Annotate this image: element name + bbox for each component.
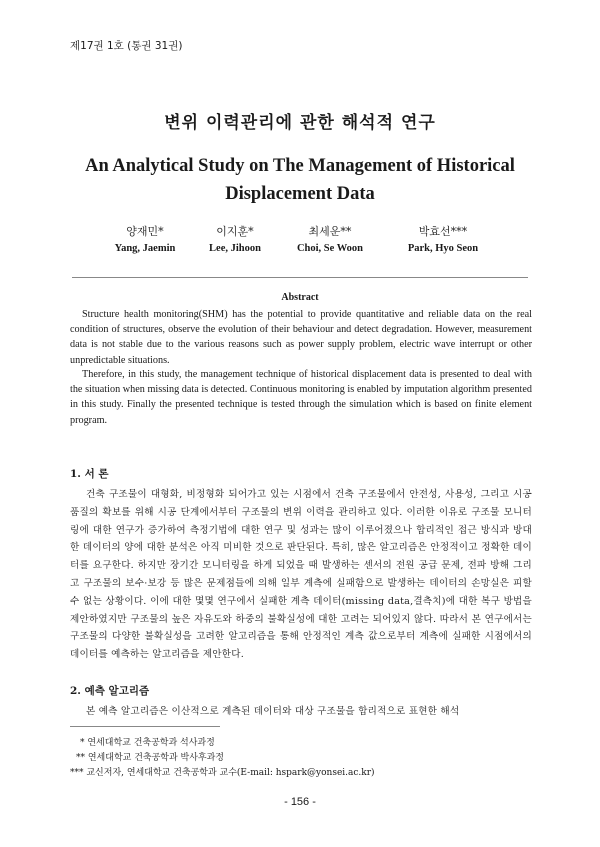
footnote-2: ** 연세대학교 건축공학과 박사후과정 — [76, 753, 224, 763]
author-name-ko: 최세운** — [308, 225, 352, 238]
header-divider — [72, 277, 528, 278]
author-name-en: Yang, Jaemin — [114, 243, 176, 254]
footnote-3: *** 교신저자, 연세대학교 건축공학과 교수(E-mail: hspark@yonsei.ac.kr) — [70, 768, 375, 778]
section-2-body: 본 예측 알고리즘은 이산적으로 계측된 데이터와 대상 구조물을 합리적으로 표현한 해석 — [86, 706, 460, 717]
page-number: - 156 - — [284, 796, 316, 808]
title-korean: 변위 이력관리에 관한 해석적 연구 — [164, 113, 436, 133]
abstract-heading: Abstract — [281, 292, 319, 303]
author-name-ko: 양재민* — [126, 225, 164, 238]
author-3 — [270, 223, 390, 254]
author-name-ko: 박효선*** — [418, 225, 468, 238]
author-name-en: Park, Hyo Seon — [407, 243, 479, 254]
title-english-line1: An Analytical Study on The Management of Historical — [85, 156, 515, 176]
author-4 — [383, 223, 503, 254]
abstract-paragraph-1: Structure health monitoring(SHM) has the potential to provide quantitative and reliable data on the real condition of structures, observe the evolution of their behaviour and detect degradation. However, measurement data is not stable due to the various reasons such as power supply problem, electric wave interrupt or other unpredictable situations. — [70, 309, 532, 366]
abstract-paragraph-2: Therefore, in this study, the management technique of historical displacement data is presented to deal with the situation when missing data is detected. Continuous monitoring is enabled by imputation algorithm presented in this study. Finally the presented technique is tested through the simulation which is based on finite element program. — [70, 369, 532, 426]
author-name-en: Lee, Jihoon — [209, 243, 261, 254]
section-2-heading: 2. 예측 알고리즘 — [70, 685, 150, 697]
author-name-en: Choi, Se Woon — [296, 243, 364, 254]
journal-header: 제17권 1호 (통권 31권) — [70, 40, 183, 52]
section-1-heading: 1. 서 론 — [70, 468, 109, 480]
footnote-1: * 연세대학교 건축공학과 석사과정 — [80, 738, 215, 748]
footnote-divider — [70, 726, 220, 727]
author-name-ko: 이지훈* — [216, 225, 254, 238]
title-english — [60, 152, 540, 208]
title-english-line2: Displacement Data — [225, 184, 375, 204]
section-1-body: 건축 구조물이 대형화, 비정형화 되어가고 있는 시점에서 건축 구조물에서 안전성, 사용성, 그리고 시공 품질의 확보를 위해 시공 단계에서부터 구조물의 변위 이력을 관리하고 있다. 이러한 이유로 구조물 모니터링에 대한 연구가 증가하여 측정기법에 대한 연구 및 성과는 많이 이루어졌으나 합리적인 접근 방식과 방대한 데이터의 양에 대한 분석은 아직 미비한 것으로 판단된다. 특히, 많은 알고리즘은 안정적이고 정확한 데이터를 요구한다. 하지만 장기간 모니터링을 하게 되었을 때 발생하는 센서의 전원 공급 문제, 전파 방해 그리고 구조물의 보수·보강 등 많은 문제점들에 의해 일부 계측에 실패함으로 발생하는 데이터의 손망실은 피할 수 없는 상황이다. 이에 대한 몇몇 연구에서 실패한 계측 데이터(missing data,결측치)에 대한 복구 방법을 제안하였지만 구조물의 높은 자유도와 하중의 불확실성에 대한 고려는 되어있지 않다. 따라서 본 연구에서는 구조물의 다양한 불확실성을 고려한 알고리즘을 통해 안정적인 계측 값으로부터 계측에 실패한 시점에서의 데이터를 예측하는 알고리즘을 제안한다. — [70, 489, 532, 661]
